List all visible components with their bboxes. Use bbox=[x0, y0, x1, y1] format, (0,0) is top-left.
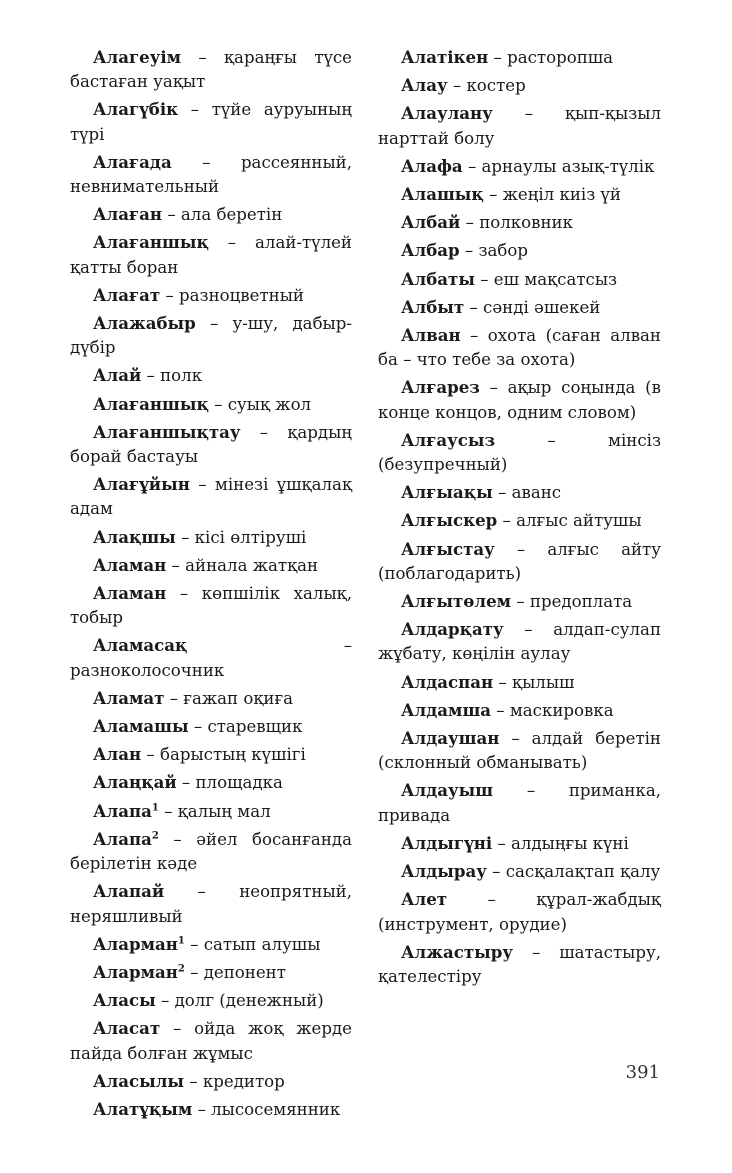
entry-definition: – алғыс айту (поблагодарить) bbox=[378, 539, 661, 583]
entry-headword bbox=[401, 430, 495, 450]
entry-headword bbox=[93, 583, 166, 603]
entry-definition: – шатастыру, қателестіру bbox=[378, 942, 661, 986]
dictionary-entry bbox=[378, 859, 661, 884]
dictionary-entry bbox=[70, 420, 352, 469]
entry-headword bbox=[401, 297, 464, 317]
headword-text: Аламан bbox=[93, 583, 167, 604]
headword-text: Алажабыр bbox=[93, 313, 196, 334]
entry-definition: – разноколосочник bbox=[70, 636, 352, 680]
entry-definition: – маскировка bbox=[491, 700, 614, 720]
dictionary-entry bbox=[378, 182, 661, 207]
headword-text: Аласы bbox=[93, 990, 156, 1011]
entry-definition: – түйе ауруының түрі bbox=[70, 100, 352, 144]
entry-definition: – рассеянный, невнимательный bbox=[70, 152, 352, 197]
headword-text: Алдарқату bbox=[401, 619, 504, 640]
dictionary-entry bbox=[70, 392, 352, 417]
entry-definition: – кредитор bbox=[184, 1071, 285, 1091]
dictionary-entry bbox=[378, 154, 661, 179]
headword-text: Алатікен bbox=[401, 47, 489, 67]
entry-headword bbox=[93, 394, 209, 414]
headword-text: Аламат bbox=[93, 687, 165, 708]
entry-headword bbox=[93, 635, 187, 655]
entry-definition: – алдап-сулап жұбату, көңілін аулау bbox=[378, 620, 661, 664]
entry-definition: – қып-қызыл нарттай болу bbox=[378, 104, 661, 148]
headword-text: Аламасақ bbox=[93, 635, 188, 656]
headword-text: Албар bbox=[401, 240, 460, 261]
dictionary-entry bbox=[378, 238, 661, 263]
headword-text: Алафа bbox=[401, 155, 463, 176]
entry-definition: – сасқалақтап қалу bbox=[486, 862, 661, 882]
entry-headword bbox=[401, 482, 493, 502]
entry-headword bbox=[93, 474, 190, 494]
entry-definition: – приманка, привада bbox=[378, 781, 661, 825]
dictionary-entry bbox=[378, 323, 661, 372]
dictionary-entry bbox=[70, 1069, 352, 1094]
headword-text: Алақшы bbox=[93, 526, 176, 547]
entry-definition: – сатып алушы bbox=[184, 934, 321, 954]
dictionary-entry bbox=[378, 267, 661, 292]
entry-headword bbox=[401, 539, 495, 559]
entry-headword bbox=[93, 47, 181, 67]
dictionary-entry bbox=[378, 589, 661, 614]
entry-headword bbox=[401, 700, 491, 720]
headword-text: Алағұйын bbox=[93, 474, 190, 495]
entry-headword bbox=[401, 156, 463, 176]
headword-text: Алағат bbox=[93, 284, 161, 305]
dictionary-entry bbox=[70, 960, 352, 985]
dictionary-entry bbox=[378, 73, 661, 98]
headword-text: Алдаспан bbox=[401, 671, 494, 692]
entry-headword bbox=[401, 75, 448, 95]
entry-headword bbox=[401, 672, 493, 692]
entry-headword bbox=[93, 285, 160, 305]
entry-definition: – лысосемянник bbox=[192, 1099, 341, 1119]
entry-definition: – қардың борай бастауы bbox=[70, 422, 352, 467]
dictionary-entry bbox=[378, 831, 661, 856]
headword-text: Алет bbox=[401, 889, 448, 910]
dictionary-entry bbox=[70, 230, 352, 279]
dictionary-entry bbox=[378, 210, 661, 235]
headword-text: Алагеуім bbox=[93, 47, 182, 67]
headword-text: Алдыгүні bbox=[401, 832, 493, 853]
entry-headword bbox=[93, 152, 172, 172]
headword-text: Алағаншықтау bbox=[93, 421, 241, 442]
headword-text: Алан bbox=[93, 744, 142, 765]
dictionary-entry bbox=[70, 770, 352, 795]
headword-text: Алагүбік bbox=[93, 99, 179, 120]
entry-definition: – предоплата bbox=[511, 592, 633, 612]
entry-definition: – алай-түлей қатты боран bbox=[70, 233, 352, 277]
entry-definition: – құрал-жабдық (инструмент, орудие) bbox=[378, 890, 661, 934]
entry-definition: – еш мақсатсыз bbox=[474, 269, 618, 289]
entry-headword bbox=[93, 990, 156, 1010]
headword-text: Албай bbox=[401, 212, 461, 233]
entry-headword bbox=[401, 833, 492, 853]
homonym-number: 1 bbox=[151, 802, 159, 814]
entry-definition: – алдай беретін (склонный обманывать) bbox=[378, 729, 661, 773]
headword-text: Албаты bbox=[401, 268, 475, 289]
entry-definition: – барыстың күшігі bbox=[141, 745, 306, 765]
entry-definition: – жеңіл киіз үй bbox=[483, 185, 621, 205]
dictionary-entry bbox=[70, 1097, 352, 1122]
dictionary-entry bbox=[378, 698, 661, 723]
entry-definition: – депонент bbox=[184, 962, 286, 982]
entry-headword bbox=[93, 934, 185, 954]
entry-headword bbox=[93, 1099, 192, 1119]
entry-headword bbox=[93, 365, 141, 385]
headword-text: Алғыстау bbox=[401, 538, 495, 559]
dictionary-entry bbox=[378, 480, 661, 505]
dictionary-entry bbox=[70, 581, 352, 630]
dictionary-entry bbox=[378, 537, 661, 586]
headword-text: Алаулану bbox=[401, 103, 493, 124]
dictionary-entry bbox=[70, 1016, 352, 1065]
dictionary-entry bbox=[70, 525, 352, 550]
dictionary-entry bbox=[70, 363, 352, 388]
dictionary-entry bbox=[70, 932, 352, 957]
headword-text: Алжастыру bbox=[401, 941, 513, 962]
entry-definition: – сәнді әшекей bbox=[464, 297, 601, 317]
entry-headword bbox=[401, 47, 488, 67]
dictionary-entry bbox=[70, 827, 352, 876]
entry-headword bbox=[401, 619, 504, 639]
entry-definition: – әйел босанғанда берілетін кәде bbox=[70, 829, 352, 874]
entry-headword bbox=[93, 555, 166, 575]
entry-definition: – костер bbox=[447, 76, 526, 96]
headword-text: Алдаушан bbox=[401, 728, 500, 749]
dictionary-entry bbox=[378, 887, 661, 936]
headword-text: Аламан bbox=[93, 554, 167, 575]
dictionary-entry bbox=[378, 101, 661, 150]
headword-text: Алағада bbox=[93, 151, 172, 172]
headword-text: Алай bbox=[93, 365, 142, 386]
entry-definition: – полковник bbox=[460, 213, 573, 233]
headword-text: Алағаншық bbox=[93, 393, 209, 414]
page-number: 391 bbox=[625, 1062, 660, 1083]
entry-headword bbox=[93, 204, 162, 224]
entry-definition: – полк bbox=[141, 366, 203, 386]
entry-definition: – кісі өлтіруші bbox=[175, 527, 307, 547]
entry-headword bbox=[93, 716, 189, 736]
entry-headword bbox=[401, 240, 460, 260]
dictionary-entry bbox=[70, 686, 352, 711]
entry-definition: – старевщик bbox=[188, 717, 303, 737]
entry-definition: – аванс bbox=[492, 483, 562, 503]
dictionary-entry bbox=[378, 617, 661, 666]
entry-headword bbox=[401, 591, 511, 611]
right-column bbox=[378, 45, 661, 992]
dictionary-entry bbox=[70, 714, 352, 739]
headword-text: Алашық bbox=[401, 184, 484, 205]
dictionary-entry bbox=[378, 295, 661, 320]
homonym-number: 2 bbox=[151, 830, 159, 842]
entry-headword bbox=[93, 313, 196, 333]
entry-headword bbox=[93, 232, 209, 252]
entry-headword bbox=[401, 103, 493, 123]
homonym-number: 2 bbox=[177, 963, 185, 975]
entry-headword bbox=[93, 99, 178, 119]
entry-headword bbox=[93, 1018, 160, 1038]
dictionary-entry bbox=[70, 742, 352, 767]
entry-headword bbox=[401, 942, 513, 962]
headword-text: Алғыақы bbox=[401, 482, 493, 503]
entry-headword bbox=[401, 325, 461, 345]
entry-headword bbox=[401, 861, 487, 881]
entry-headword bbox=[93, 829, 159, 849]
entry-definition: – айнала жатқан bbox=[166, 555, 319, 575]
entry-headword bbox=[401, 212, 460, 232]
dictionary-entry bbox=[70, 879, 352, 928]
entry-headword bbox=[93, 744, 141, 764]
dictionary-entry bbox=[378, 670, 661, 695]
dictionary-entry bbox=[70, 202, 352, 227]
headword-text: Алау bbox=[401, 75, 448, 96]
headword-text: Аларман bbox=[93, 933, 178, 954]
dictionary-entry bbox=[70, 311, 352, 360]
entry-definition: – суық жол bbox=[208, 394, 312, 414]
dictionary-entry bbox=[70, 472, 352, 521]
dictionary-entry bbox=[70, 150, 352, 199]
entry-definition: – ойда жоқ жерде пайда болған жұмыс bbox=[70, 1019, 352, 1063]
entry-headword bbox=[401, 780, 493, 800]
entry-definition: – расторопша bbox=[488, 48, 614, 67]
headword-text: Алғарез bbox=[401, 377, 480, 398]
headword-text: Аларман bbox=[93, 961, 178, 982]
headword-text: Алван bbox=[401, 325, 461, 346]
entry-definition: – көпшілік халық, тобыр bbox=[70, 584, 352, 628]
entry-definition: – ақыр соңында (в конце концов, одним словом) bbox=[378, 378, 661, 422]
entry-definition: – алдыңғы күні bbox=[492, 833, 629, 853]
dictionary-entry bbox=[70, 799, 352, 824]
dictionary-entry bbox=[378, 508, 661, 533]
dictionary-entry bbox=[378, 428, 661, 477]
left-column bbox=[70, 45, 352, 1125]
entry-definition: – разноцветный bbox=[160, 285, 304, 305]
entry-headword bbox=[401, 184, 484, 204]
entry-definition: – охота (саған алван ба – что тебе за охота) bbox=[378, 326, 661, 370]
entry-headword bbox=[401, 889, 447, 909]
entry-headword bbox=[401, 510, 497, 530]
entry-headword bbox=[93, 881, 164, 901]
entry-definition: – алғыс айтушы bbox=[497, 511, 642, 531]
dictionary-entry bbox=[70, 553, 352, 578]
headword-text: Алапа bbox=[93, 828, 152, 849]
entry-definition: – мінсіз (безупречный) bbox=[378, 430, 661, 475]
entry-headword bbox=[401, 728, 499, 748]
headword-text: Алаңқай bbox=[93, 772, 177, 793]
headword-text: Алдамша bbox=[401, 699, 492, 720]
headword-text: Аласат bbox=[93, 1018, 161, 1039]
headword-text: Алғыскер bbox=[401, 510, 498, 531]
entry-headword bbox=[93, 801, 159, 821]
headword-text: Алапай bbox=[93, 881, 165, 902]
entry-definition: – у-шу, дабыр-дүбір bbox=[70, 314, 352, 358]
headword-text: Алдауыш bbox=[401, 780, 494, 801]
entry-headword bbox=[93, 422, 241, 442]
dictionary-entry bbox=[378, 726, 661, 775]
headword-text: Аламашы bbox=[93, 716, 189, 737]
headword-text: Аласылы bbox=[93, 1070, 185, 1091]
headword-text: Алатұқым bbox=[93, 1098, 193, 1119]
entry-headword bbox=[93, 772, 177, 792]
headword-text: Алағаншық bbox=[93, 232, 209, 253]
entry-definition: – неопрятный, неряшливый bbox=[70, 882, 352, 926]
headword-text: Алаған bbox=[93, 204, 163, 225]
entry-headword bbox=[93, 962, 185, 982]
dictionary-entry bbox=[378, 778, 661, 827]
entry-definition: – ала беретін bbox=[162, 205, 283, 225]
entry-definition: – долг (денежный) bbox=[155, 991, 324, 1011]
entry-definition: – забор bbox=[459, 241, 529, 261]
dictionary-entry bbox=[70, 633, 352, 682]
entry-headword bbox=[401, 269, 475, 289]
entry-headword bbox=[93, 688, 164, 708]
dictionary-entry bbox=[70, 283, 352, 308]
headword-text: Албыт bbox=[401, 296, 465, 317]
dictionary-entry bbox=[70, 45, 352, 94]
headword-text: Алдырау bbox=[401, 861, 487, 882]
dictionary-entry bbox=[70, 988, 352, 1013]
entry-definition: – площадка bbox=[176, 773, 283, 793]
entry-definition: – мінезі ұшқалақ адам bbox=[70, 475, 352, 519]
entry-headword bbox=[93, 1071, 184, 1091]
entry-definition: – қалың мал bbox=[158, 801, 271, 821]
entry-definition: – қылыш bbox=[493, 672, 575, 692]
entry-definition: – қараңғы түсе бастаған уақыт bbox=[70, 48, 352, 92]
headword-text: Алғаусыз bbox=[401, 429, 496, 450]
homonym-number: 1 bbox=[177, 935, 185, 947]
entry-definition: – ғажап оқиға bbox=[164, 688, 294, 708]
entry-headword bbox=[401, 377, 480, 397]
dictionary-entry bbox=[70, 97, 352, 146]
headword-text: Алғытөлем bbox=[401, 591, 512, 612]
dictionary-entry bbox=[378, 940, 661, 989]
entry-headword bbox=[93, 527, 176, 547]
dictionary-entry bbox=[378, 45, 661, 70]
entry-definition: – арнаулы азық-түлік bbox=[462, 156, 655, 176]
dictionary-entry bbox=[378, 375, 661, 424]
headword-text: Алапа bbox=[93, 800, 152, 821]
